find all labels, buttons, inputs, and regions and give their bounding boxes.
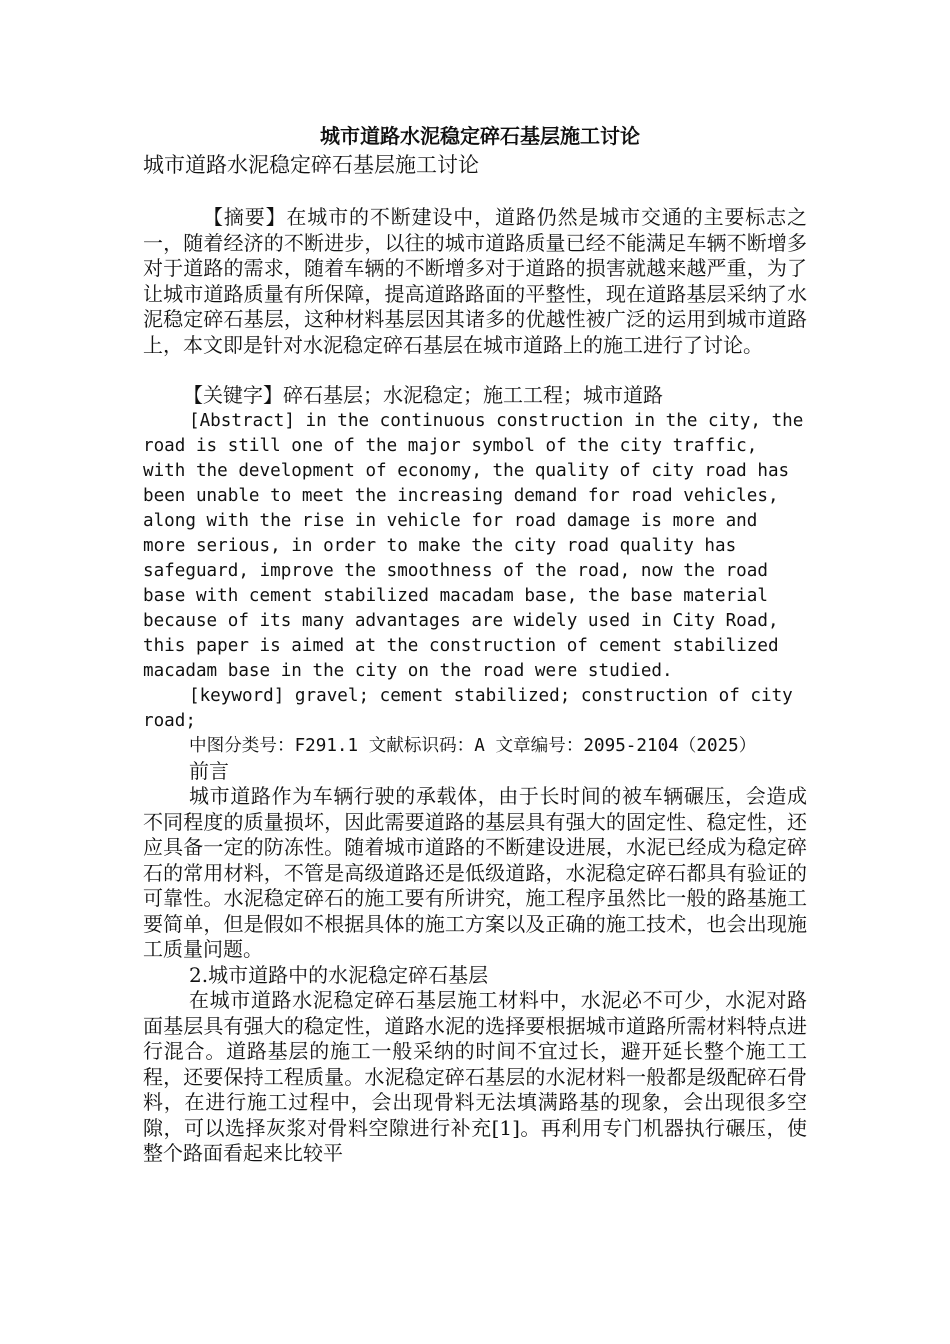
preface-body: 城市道路作为车辆行驶的承载体，由于长时间的被车辆碾压，会造成不同程度的质量损坏，因此需要道路的基层具有强大的固定性、稳定性，还应具备一定的防冻性。随着城市道路的不断建设进展，水泥已经成为稳定碎石的常用材料，不管是高级道路还是低级道路，水泥稳定碎石都具有验证的可靠性。水泥稳定碎石的施工要有所讲究，施工程序虽然比一般的路基施工要简单，但是假如不根据具体的施工方案以及正确的施工技术，也会出现施工质量问题。	[143, 784, 807, 961]
section-2-heading: 2.城市道路中的水泥稳定碎石基层	[189, 962, 489, 987]
abstract-chinese: 【摘要】在城市的不断建设中，道路仍然是城市交通的主要标志之一，随着经济的不断进步，以往的城市道路质量已经不能满足车辆不断增多对于道路的需求，随着车辆的不断增多对于道路的损害就越来越严重，为了让城市道路质量有所保障，提高道路路面的平整性，现在道路基层采纳了水泥稳定碎石基层，这种材料基层因其诸多的优越性被广泛的运用到城市道路上，本文即是针对水泥稳定碎石基层在城市道路上的施工进行了讨论。	[143, 205, 807, 357]
spacer	[143, 358, 807, 383]
keywords-chinese: 【关键字】碎石基层；水泥稳定；施工工程；城市道路	[183, 383, 663, 407]
keywords-english: [keyword] gravel; cement stabilized; construction of city road;	[143, 685, 793, 731]
preface-heading: 前言	[189, 758, 229, 783]
document-page	[143, 122, 807, 1167]
classification-info: 中图分类号：F291.1 文献标识码：A 文章编号：2095-2104（2025）	[189, 735, 757, 756]
section-2-body: 在城市道路水泥稳定碎石基层施工材料中，水泥必不可少，水泥对路面基层具有强大的稳定性，道路水泥的选择要根据城市道路所需材料特点进行混合。道路基层的施工一般采纳的时间不宜过长，避开延长整个施工工程，还要保持工程质量。水泥稳定碎石基层的水泥材料一般都是级配碎石骨料，在进行施工过程中，会出现骨料无法填满路基的现象，会出现很多空隙，可以选择灰浆对骨料空隙进行补充[1]。再利用专门机器执行碾压，使整个路面看起来比较平	[143, 988, 807, 1165]
document-title: 城市道路水泥稳定碎石基层施工讨论	[320, 124, 640, 148]
document-subtitle: 城市道路水泥稳定碎石基层施工讨论	[143, 153, 479, 177]
spacer	[143, 180, 807, 205]
abstract-english: [Abstract] in the continuous construction in the city, the road is still one of the major symbol of the city traffic, with the development of economy, the quality of city road has been unable to meet the increasing demand for road vehicles, along with the rise in vehicle for road damage is more and more serious, in order to make the city road quality has safeguard, improve the smoothness of the road, now the road base with cement stabilized macadam base, the base material because of its many advantages are widely used in City Road, this paper is aimed at the construction of cement stabilized macadam base in the city on the road were studied.	[143, 410, 804, 681]
